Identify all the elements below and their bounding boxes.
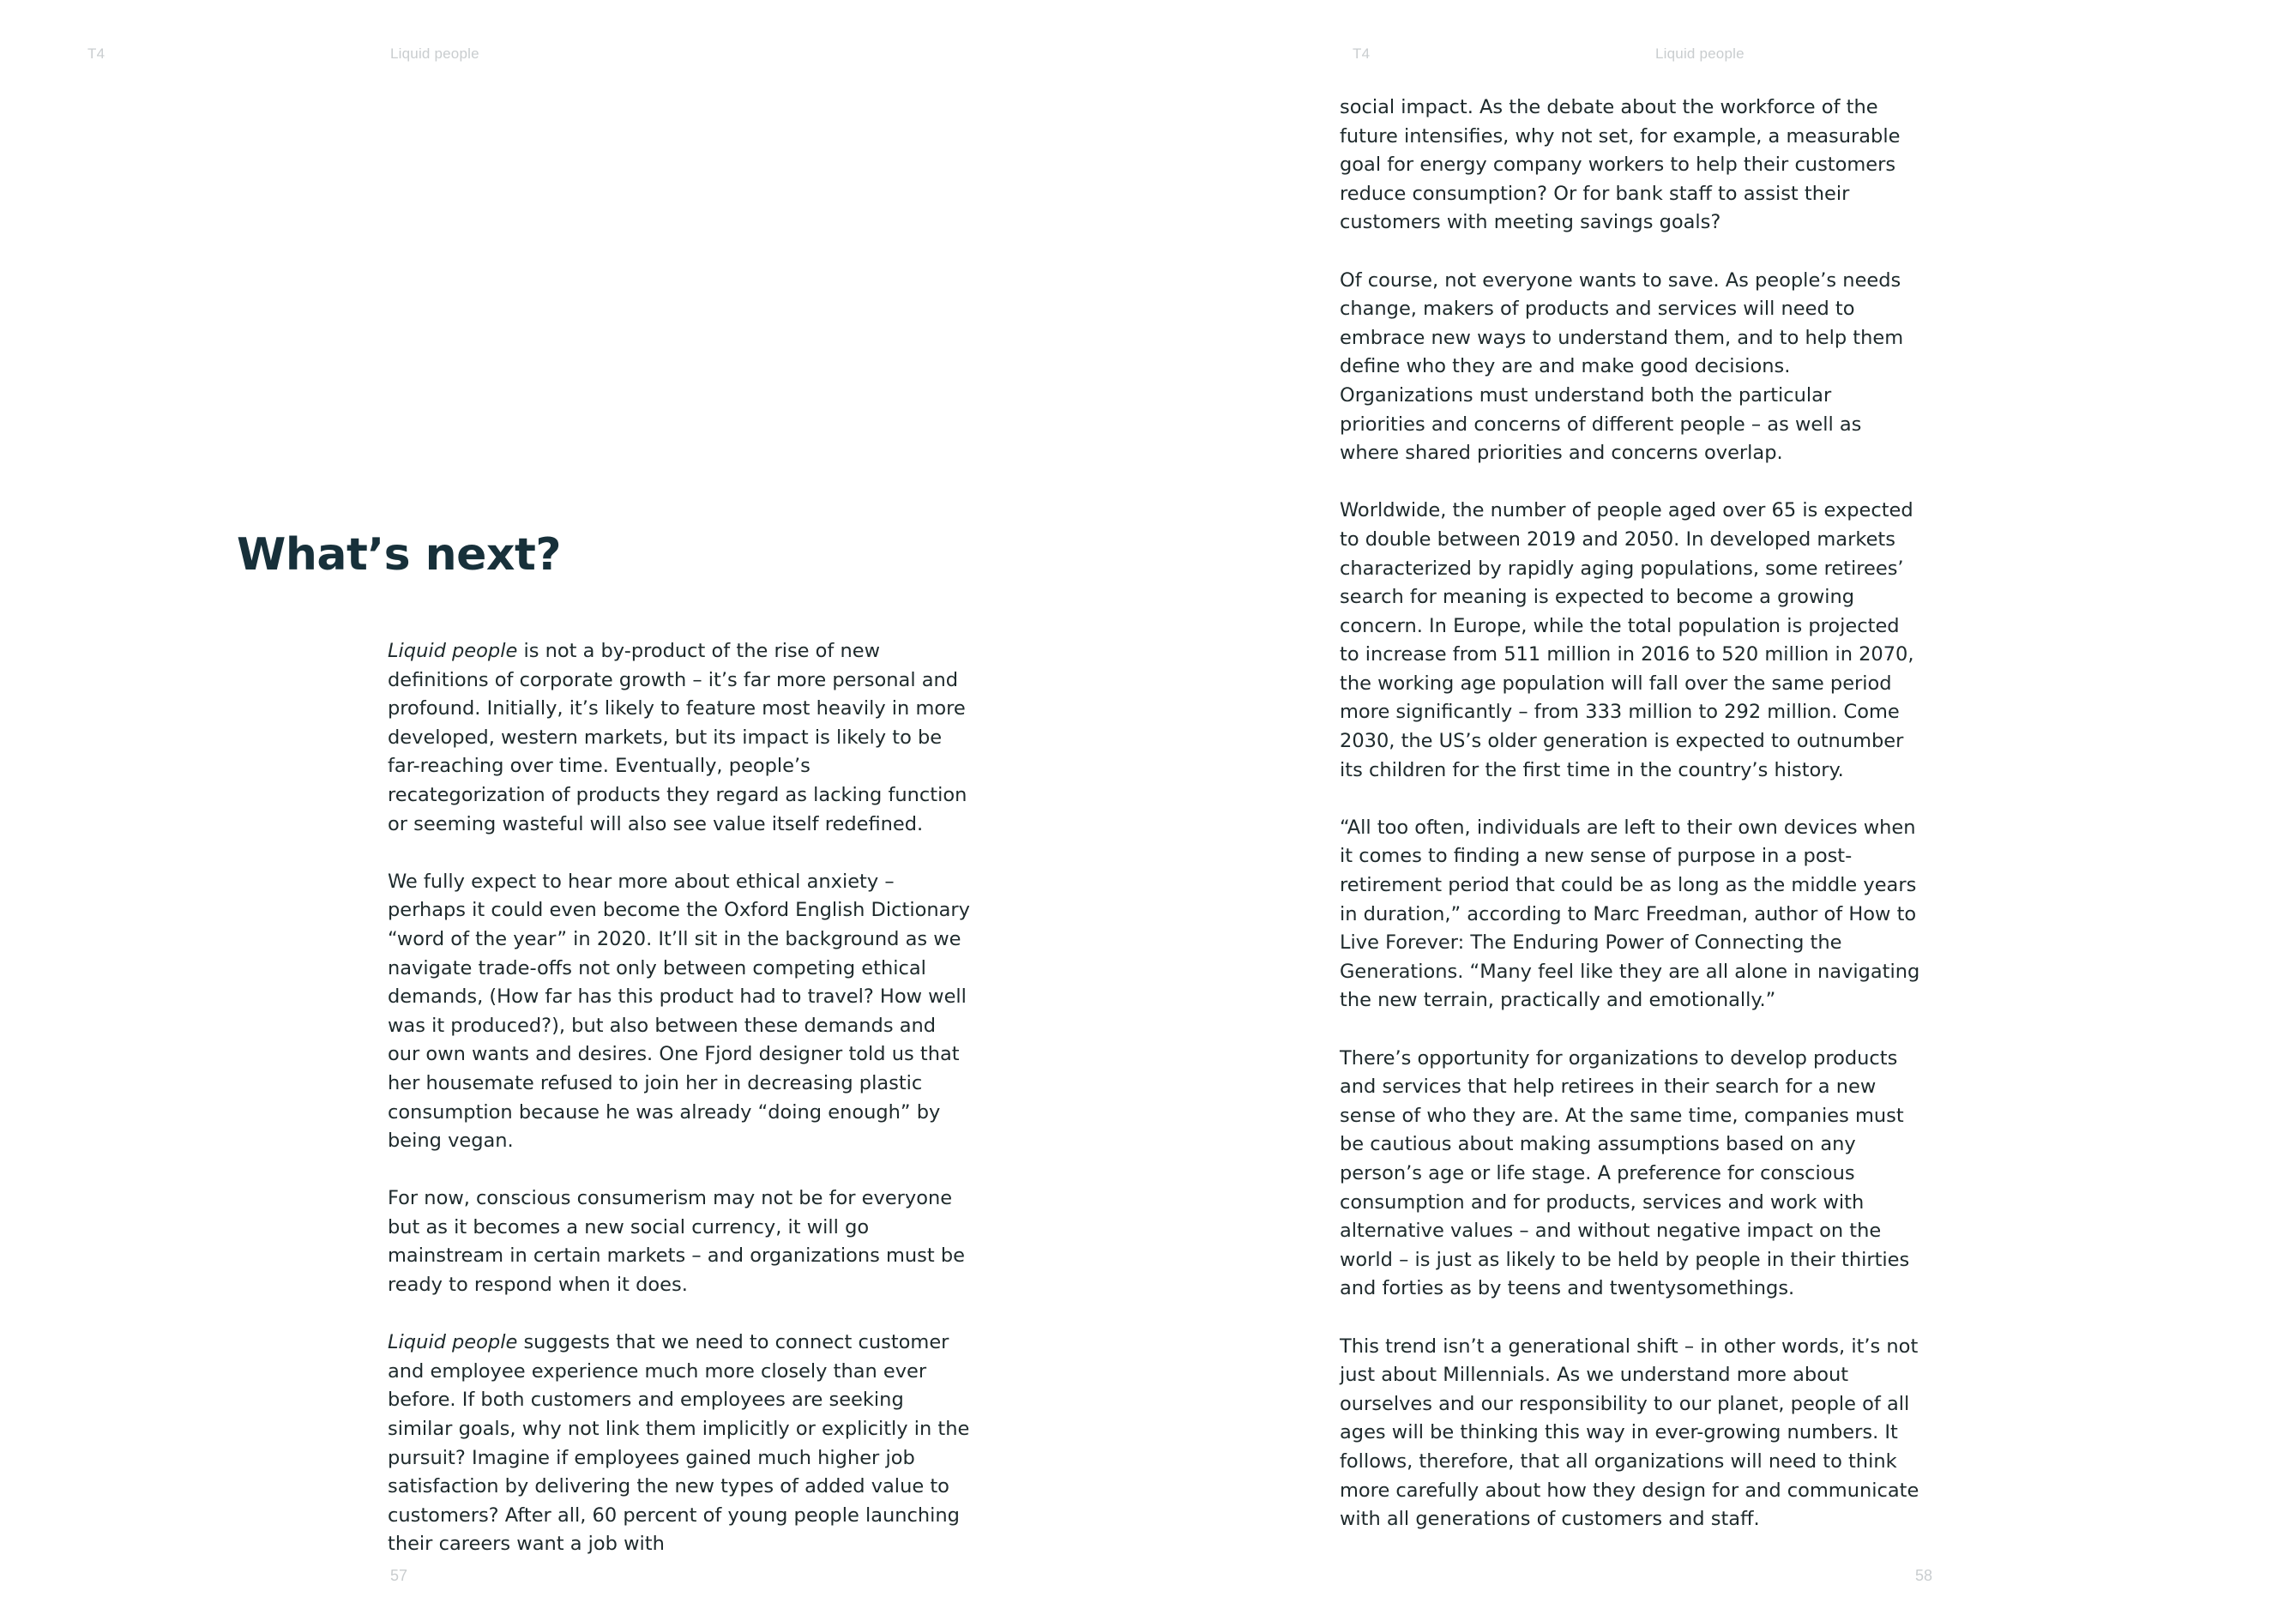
body-paragraph: social impact. As the debate about the workforce of the future intensifies, why not set, for example, a measurable goal for energy company workers to help their customers reduce consumption? Or for bank staff to assist their customers with meeting savings goals?	[1340, 96, 1901, 234]
page-heading: What’s next?	[237, 529, 561, 581]
page-number: 58	[1915, 1567, 1933, 1584]
body-paragraph: “All too often, individuals are left to their own devices when it comes to finding a new sense of purpose in a post-retirement period that could be as long as the middle years in duration,” according to Marc Freedman, author of How to Live Forever: The Enduring Power of Connecting the Generations. “Many feel like they are all alone in navigating the new terrain, practically and emotionally.”	[1340, 816, 1920, 1012]
body-paragraph: For now, conscious consumerism may not be for everyone but as it becomes a new social currency, it will go mainstream in certain markets – and organizations must be ready to respond when it does.	[388, 1187, 966, 1297]
body-paragraph: There’s opportunity for organizations to develop products and services that help retirees in their search for a new sense of who they are. At the same time, companies must be cautious about making assumptions based on any person’s age or life stage. A preference for conscious consumption and for products, services and work with alternative values – and without negative impact on the world – is just as likely to be held by people in their thirties and forties as by teens and twentysomethings.	[1340, 1046, 1910, 1300]
body-paragraph: This trend isn’t a generational shift – in other words, it’s not just about Millennials. As we understand more about ourselves and our responsibility to our planet, people of all ages will be thinking this way in ever-growing numbers. It follows, therefore, that all organizations will need to think more carefully about how they design for and communicate with all generations of customers and staff.	[1340, 1335, 1919, 1531]
right-body-column	[1340, 93, 1923, 1534]
running-title: Liquid people	[1655, 45, 1745, 62]
body-paragraph: We fully expect to hear more about ethical anxiety – perhaps it could even become the Oxford English Dictionary “word of the year” in 2020. It’ll sit in the background as we navigate trade-offs not only between competing ethical demands, (How far has this product had to travel? How well was it produced?), but also between these demands and our own wants and desires. One Fjord designer told us that her housemate refused to join her in decreasing plastic consumption because he was already “doing enough” by being vegan.	[388, 870, 970, 1153]
page-number: 57	[390, 1567, 408, 1584]
body-paragraph: Liquid people suggests that we need to connect customer and employee experience much more closely than ever before. If both customers and employees are seeking similar goals, why not link them implicitly or explicitly in the pursuit? Imagine if employees gained much higher job satisfaction by delivering the new types of added value to customers? After all, 60 percent of young people launching their careers want a job with	[388, 1331, 970, 1556]
section-number: T4	[87, 45, 105, 62]
section-number: T4	[1353, 45, 1371, 62]
left-body-column	[388, 637, 971, 1559]
body-paragraph: Liquid people is not a by-product of the rise of new definitions of corporate growth – it’s far more personal and profound. Initially, it’s likely to feature most heavily in more developed, western markets, but its impact is likely to be far-reaching over time. Eventually, people’s recategorization of products they regard as lacking function or seeming wasteful will also see value itself redefined.	[388, 640, 967, 835]
italic-lead: Liquid people	[388, 1331, 518, 1354]
running-title: Liquid people	[390, 45, 479, 62]
body-paragraph: Of course, not everyone wants to save. As people’s needs change, makers of products and services will need to embrace new ways to understand them, and to help them define who they are and make good decisions. Organizations must understand both the particular priorities and concerns of different people – as well as where shared priorities and concerns overlap.	[1340, 268, 1904, 465]
italic-lead: Liquid people	[388, 640, 518, 662]
body-paragraph: Worldwide, the number of people aged over 65 is expected to double between 2019 and 2050. In developed markets characterized by rapidly aging populations, some retirees’ search for meaning is expected to become a growing concern. In Europe, while the total population is projected to increase from 511 million in 2016 to 520 million in 2070, the working age population will fall over the same period more significantly – from 333 million to 292 million. Come 2030, the US’s older generation is expected to outnumber its children for the first time in the country’s history.	[1340, 499, 1914, 781]
